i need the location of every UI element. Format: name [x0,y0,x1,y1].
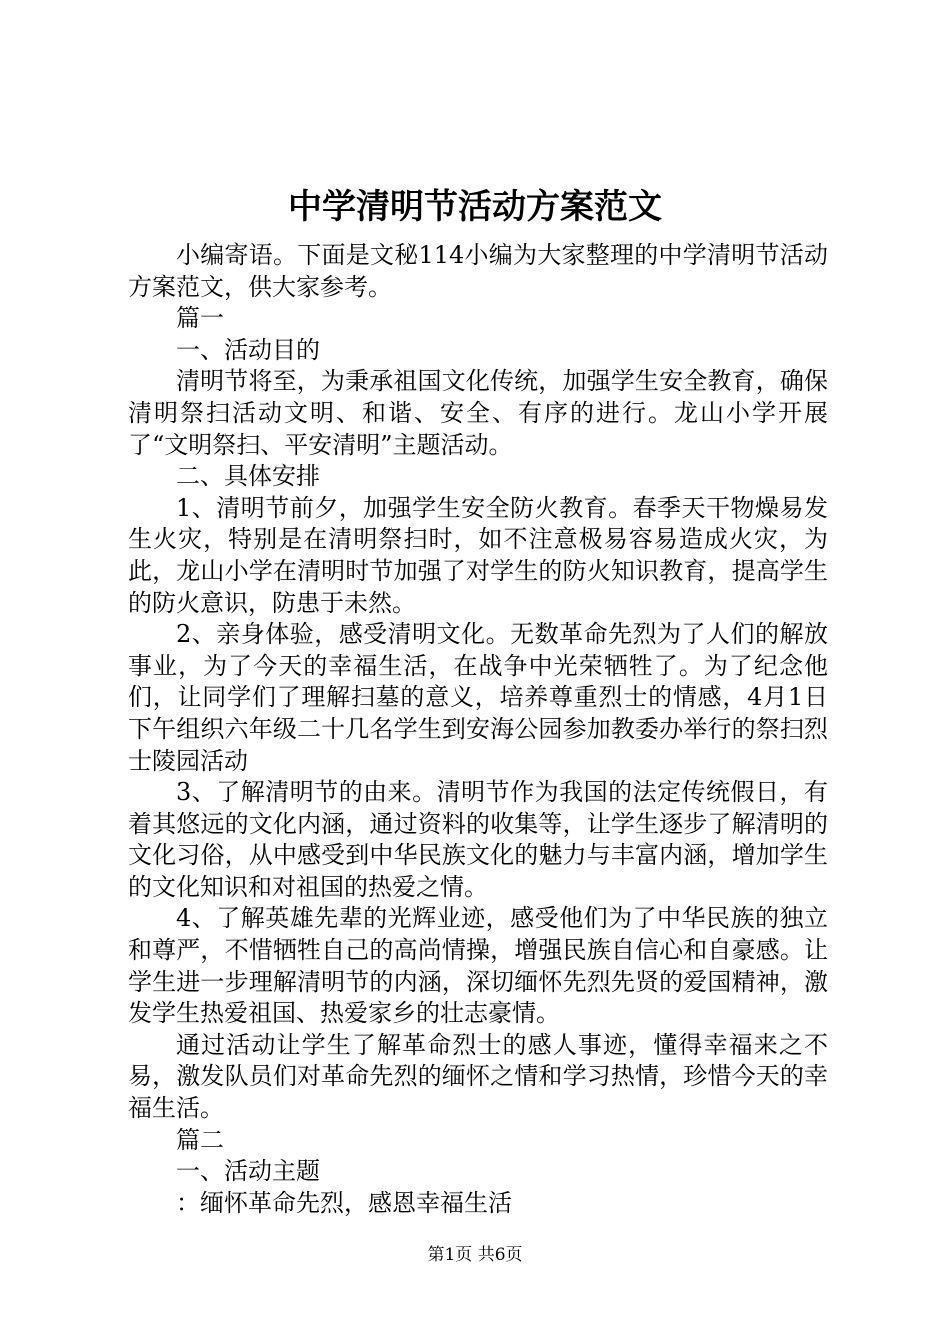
document-title: 中学清明节活动方案范文 [288,187,662,227]
paragraph-theme: ：缅怀革命先烈，感恩幸福生活 [176,1188,512,1217]
paragraph-item-1: 1、清明节前夕，加强学生安全防火教育。春季天干物燥易发生火灾，特别是在清明祭扫时，如不注意极易容易造成火灾，为此，龙山小学在清明时节加强了对学生的防火知识教育，提高学生的防火意识，防患于未然。 [128,493,828,617]
heading-activity-theme: 一、活动主题 [176,1157,320,1186]
page-footer: 第1页 共6页 [427,1245,523,1265]
section-heading-part-1: 篇一 [176,304,224,333]
paragraph-purpose: 清明节将至，为秉承祖国文化传统，加强学生安全教育，确保清明祭扫活动文明、和谐、安全、有序的进行。龙山小学开展了“文明祭扫、平安清明”主题活动。 [128,367,828,459]
paragraph-item-2: 2、亲身体验，感受清明文化。无数革命先烈为了人们的解放事业，为了今天的幸福生活，在战争中光荣牺牲了。为了纪念他们，让同学们了理解扫墓的意义，培养尊重烈士的情感，4月1日下午组织六年级二十几名学生到安海公园参加教委办举行的祭扫烈士陵园活动 [128,620,828,775]
section-heading-part-2: 篇二 [176,1125,224,1154]
document-body [128,240,828,1219]
paragraph-summary: 通过活动让学生了解革命烈士的感人事迹，懂得幸福来之不易，激发队员们对革命先烈的缅怀之情和学习热情，珍惜今天的幸福生活。 [128,1030,828,1123]
paragraph-item-4: 4、了解英雄先辈的光辉业迹，感受他们为了中华民族的独立和尊严，不惜牺牲自己的高尚情操，增强民族自信心和自豪感。让学生进一步理解清明节的内涵，深切缅怀先烈先贤的爱国精神，激发学生热爱祖国、热爱家乡的壮志豪情。 [128,904,828,1028]
paragraph-item-3: 3、了解清明节的由来。清明节作为我国的法定传统假日，有着其悠远的文化内涵，通过资料的收集等，让学生逐步了解清明的文化习俗，从中感受到中华民族文化的魅力与丰富内涵，增加学生的文化知识和对祖国的热爱之情。 [128,778,828,901]
heading-arrangement: 二、具体安排 [176,462,320,491]
paragraph-intro: 小编寄语。下面是文秘114小编为大家整理的中学清明节活动方案范文，供大家参考。 [128,241,828,301]
heading-activity-purpose: 一、活动目的 [176,335,320,364]
